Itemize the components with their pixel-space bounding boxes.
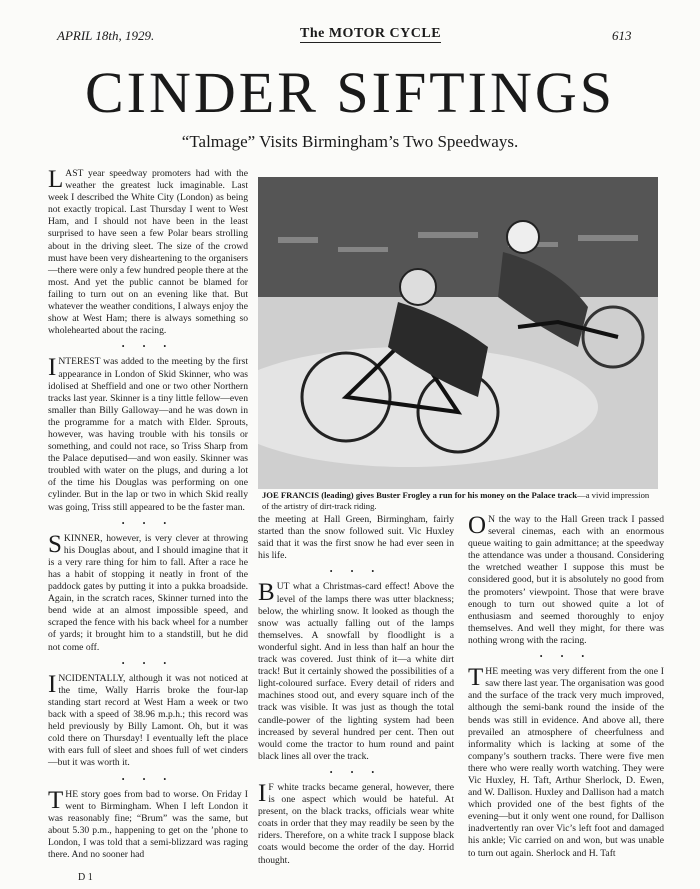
paragraph: O N the way to the Hall Green track I passed several cinemas, each with an enormous queue waiting to gain admittance; at the speedway the attendance was under a thousand. Considering the wretched weather I suppose this must be considered good, but it is absolutely no good from the promoters’ viewpoint. Those that were brave enough to turn out showed quite a lot of enthusiasm and seemed thoroughly to enjoy themselves. And well they might, for there was nothing wrong with the racing. [468, 512, 664, 646]
paragraph: INTEREST was added to the meeting by the first appearance in London of Skid Skinner, who was idolised at Sheffield and one or two other Northern tracks last year. Skinner is a tiny little fellow—even smaller than Billy Galloway—and he was down in the programme for a match with Elder. Sprouts, however, was having trouble with his tonsils or something, and could not race, so Triss Sharp from the Palace deputised—and won easily. Skinner was troubled with water on the plugs, and during a lot of the time his Douglas was performing on one cylinder. But in the lap or two in which Skid really was going, Triss still appeared to be the faster man. [48, 354, 248, 513]
paragraph: SKINNER, however, is very clever at throwing his Douglas about, and I should imagine that it is a very rare thing for him to fall. After a race he has a habit of stopping it neatly in front of the paddock gates by putting it into a pukka broadside. Again, in the scratch races, Skinner turned into the bend wide at an almost impossible speed, and scraped the fence with his back wheel for a number of yards; it brought him to a standstill, but he did not come off. [48, 530, 248, 653]
paragraph: the meeting at Hall Green, Birmingham, fairly started than the snow followed suit. Vic Huxley said that it was the first snow he had ever seen in his life. [258, 514, 454, 562]
drop-cap: O [468, 512, 487, 539]
drop-cap: L [48, 166, 64, 193]
speedway-photo [258, 177, 658, 489]
section-break: • • • [329, 767, 383, 777]
paragraph: THE meeting was very different from the one I saw there last year. The organisation was good and the surface of the track very much improved, although the semi-bank round the inside of the bends was still in evidence. And above all, there prevailed an atmosphere of cheerfulness and informality which is lacking at some of the company’s southern tracks. There were five men there who were really worth watching. They were Vic Huxley, H. Taft, Arthur Sherlock, D. Ewen, and W. Dallison. Huxley and Dallison had a match which provided one of the best fights of the evening—but it only went one round, for Dallison inadvertently ran over Vic’s left foot and damaged his ankle; Vic carried on and won, but was unable to turn out again. Sherlock and H. Taft [468, 664, 664, 859]
section-break: • • • [539, 652, 593, 662]
section-break: • • • [121, 342, 175, 352]
article-title: CINDER SIFTINGS [85, 60, 615, 125]
section-break: • • • [121, 518, 175, 528]
magazine-logo: The MOTOR CYCLE [300, 26, 442, 41]
section-break: • • • [329, 567, 383, 577]
drop-cap: B [258, 579, 275, 607]
drop-cap: I [48, 670, 57, 698]
drop-cap: S [48, 530, 62, 558]
page-footer: D 1 [78, 872, 93, 883]
drop-cap: I [258, 779, 267, 807]
drop-cap: T [468, 664, 484, 692]
page-header [0, 28, 700, 50]
drop-cap: T [48, 786, 64, 814]
issue-date: APRIL 18th, 1929. [57, 28, 155, 43]
paragraph: LAST year speedway promoters had with the weather the greatest luck imaginable. Last week I described the White City (London) as being not exactly tropical. Last Thursday I went to West Ham, and I should not have been in the least surprised to have seen a few Polar bears strolling about in the driving sleet. The size of the crowd must have been very disheartening to the organisers—there were only a few hundred people there at the most. And yet the public cannot be blamed for failing to turn out on an evening like that. But whatever the weather conditions, I always enjoy the show at West Ham; there is always something so wholehearted about the racing. [48, 166, 248, 337]
column-3 [468, 514, 664, 864]
paragraph: BUT what a Christmas-card effect! Above the level of the lamps there was utter blackness; below, the whirling snow. It looked as though the snow was actually falling out of the lamps themselves. A snowfall by floodlight is a wonderful sight. And in less than half an hour the track was covered. Just think of it—a white dirt track! But it certainly showed the possibilities of a light-coloured surface. Every detail of riders and machines stood out, and every square inch of the track was visible. It was just as though the total candle-power of the lighting system had been increased by several hundred per cent. Then out would come the tractor to hum round and paint black lines all over the track. [258, 579, 454, 762]
section-break: • • • [121, 774, 175, 784]
photo-caption: JOE FRANCIS (leading) gives Buster Frogley a run for his money on the Palace track—a vivid impression of the artistry of dirt-track riding. [262, 490, 650, 511]
paragraph: INCIDENTALLY, although it was not noticed at the time, Wally Harris broke the four-lap standing start record at West Ham a week or two back with a speed of 38.96 m.p.h.; this record was held previously by Billy Lamont. Oh, but it was cold there on Thursday! I eventually left the place with ears full of sleet and shoes full of wet cinders—but it was worth it. [48, 670, 248, 769]
page-number: 613 [612, 28, 632, 43]
paragraph: THE story goes from bad to worse. On Friday I went to Birmingham. When I left London it was reasonably fine; “Brum” was the same, but about 5.30 p.m., happening to get on the ’phone to London, I was told that a semi-blizzard was raging there. And no sooner had [48, 786, 248, 861]
column-2 [258, 514, 454, 871]
drop-cap: I [48, 354, 57, 382]
speedway-riders-image [258, 177, 658, 489]
paragraph: I F white tracks became general, however, there is one aspect which would be hateful. At present, on the black tracks, officials wear white coats in order that they may readily be seen by the riders. Therefore, on a white track I suppose black coats would become the order of the day. Horrid thought. [258, 779, 454, 866]
article-subtitle: “Talmage” Visits Birmingham’s Two Speedways. [181, 132, 519, 151]
section-break: • • • [121, 658, 175, 668]
column-1 [48, 168, 248, 865]
